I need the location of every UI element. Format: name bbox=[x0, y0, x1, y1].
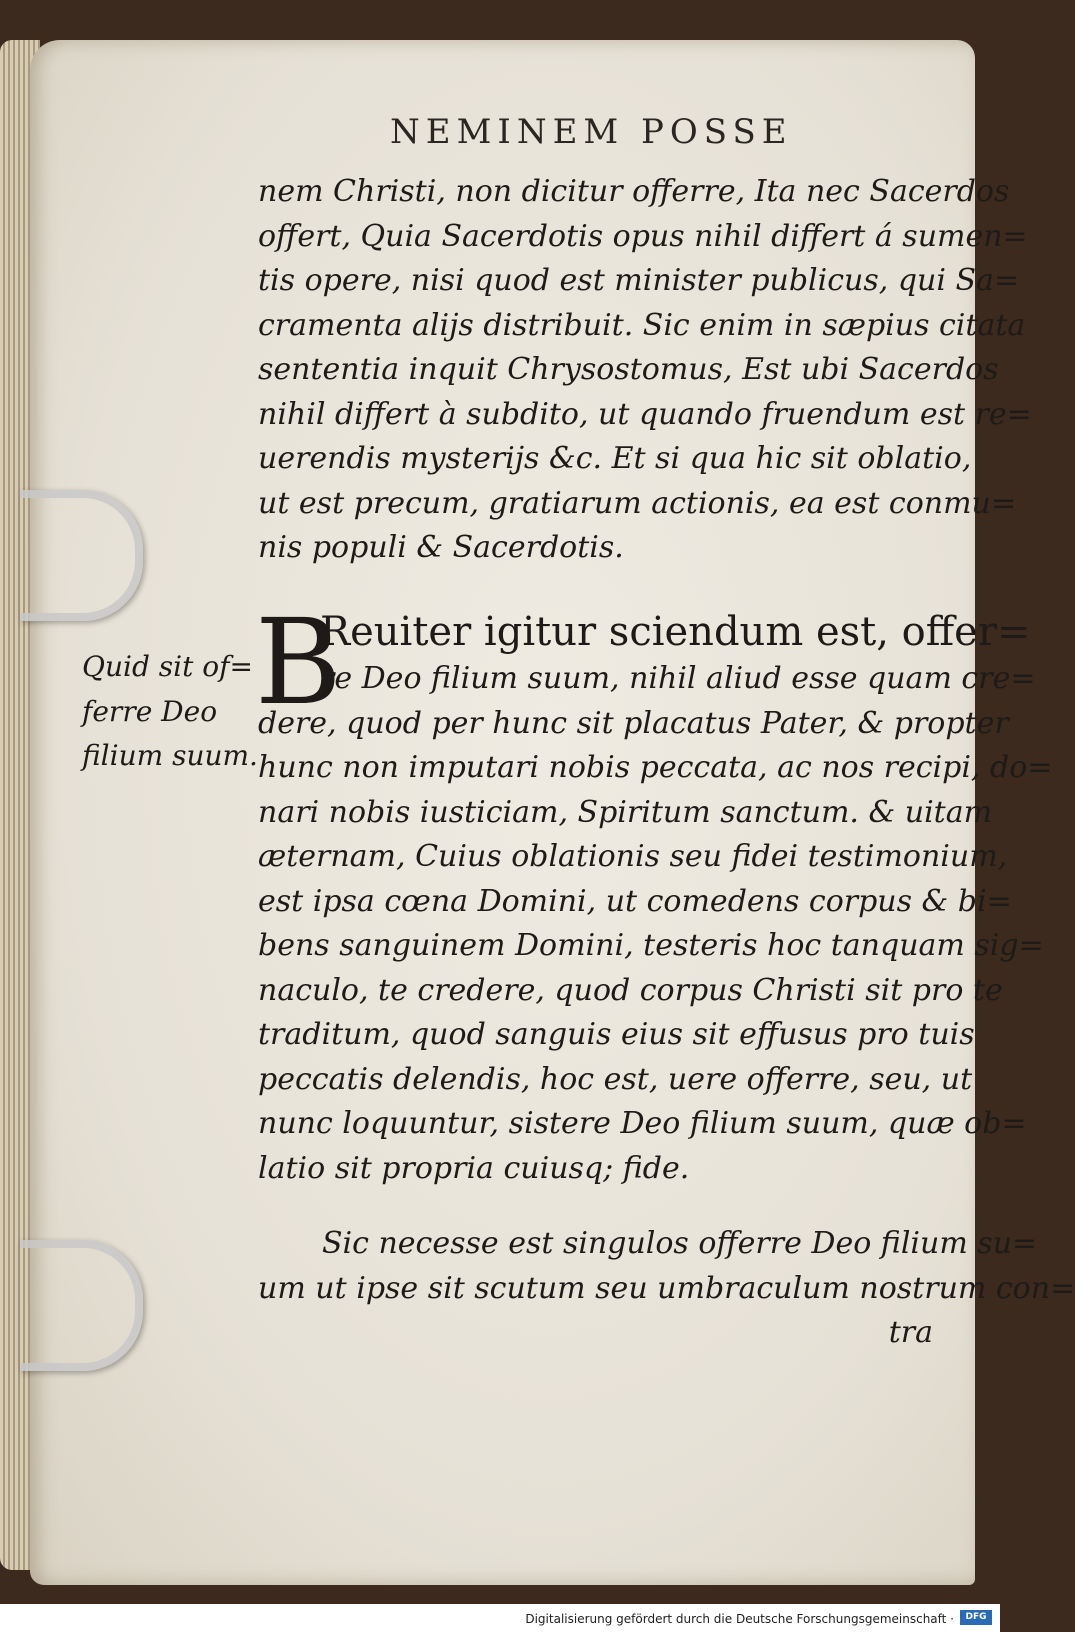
text-line: nis populi & Sacerdotis. bbox=[258, 530, 624, 565]
text-line: dere, quod per hunc sit placatus Pater, & propter bbox=[258, 705, 1009, 741]
text-line: um ut ipse sit scutum seu umbraculum nostrum con= bbox=[258, 1270, 1075, 1306]
page-clip-bottom bbox=[20, 1240, 143, 1371]
text-line: æternam, Cuius oblationis seu fidei testimonium, bbox=[258, 839, 1008, 874]
text-line: nari nobis iusticiam, Spiritum sanctum. & uitam bbox=[258, 794, 993, 830]
text-line: Sic necesse est singulos offerre Deo filium su= bbox=[322, 1226, 1038, 1261]
text-line: offert, Quia Sacerdotis opus nihil differt á sumen= bbox=[258, 218, 1028, 254]
text-line: re Deo filium suum, nihil aliud esse quam cre= bbox=[320, 661, 1036, 696]
paragraph-2 bbox=[258, 607, 1053, 1191]
marginal-line: filium suum. bbox=[82, 739, 258, 772]
text-line: tis opere, nisi quod est minister publicus, qui Sa= bbox=[258, 263, 1020, 298]
running-header: NEMINEM POSSE bbox=[390, 112, 793, 152]
text-line: Reuiter igitur sciendum est, offer= bbox=[320, 609, 1031, 655]
page-clip-top bbox=[20, 490, 143, 621]
text-line: cramenta alijs distribuit. Sic enim in sæpius citata bbox=[258, 307, 1026, 343]
text-line: nem Christi, non dicitur offerre, Ita nec Sacerdos bbox=[258, 174, 1010, 209]
text-line: ut est precum, gratiarum actionis, ea est conmu= bbox=[258, 485, 1016, 521]
dfg-logo: DFG bbox=[960, 1610, 992, 1625]
marginal-line: ferre Deo bbox=[82, 694, 218, 728]
text-line: sententia inquit Chrysostomus, Est ubi Sacerdos bbox=[258, 352, 999, 387]
catchword: tra bbox=[888, 1315, 933, 1350]
text-line: uerendis mysterijs &c. Et si qua hic sit oblatio, bbox=[258, 441, 972, 476]
text-line: latio sit propria cuiusq; fide. bbox=[258, 1150, 690, 1186]
text-line: nihil differt à subdito, ut quando fruendum est re= bbox=[258, 396, 1032, 432]
marginal-note bbox=[82, 645, 258, 779]
text-line: hunc non imputari nobis peccata, ac nos recipi, do= bbox=[258, 750, 1053, 785]
funding-notice: Digitalisierung gefördert durch die Deutsche Forschungsgemeinschaft · bbox=[525, 1612, 954, 1626]
marginal-line: Quid sit of= bbox=[82, 650, 253, 683]
text-line: est ipsa cœna Domini, ut comedens corpus & bi= bbox=[258, 883, 1012, 919]
text-line: traditum, quod sanguis eius sit effusus pro tuis bbox=[258, 1017, 975, 1052]
text-line: peccatis delendis, hoc est, uere offerre, seu, ut bbox=[258, 1061, 973, 1097]
paragraph-3 bbox=[258, 1222, 1075, 1356]
paragraph-1 bbox=[258, 170, 1032, 571]
text-line: nunc loquuntur, sistere Deo filium suum, quæ ob= bbox=[258, 1106, 1027, 1141]
text-line: bens sanguinem Domini, testeris hoc tanquam sig= bbox=[258, 928, 1044, 963]
drop-cap: B bbox=[255, 593, 342, 731]
digitization-footer bbox=[0, 1604, 1000, 1632]
text-line: naculo, te credere, quod corpus Christi sit pro te bbox=[258, 972, 1003, 1008]
